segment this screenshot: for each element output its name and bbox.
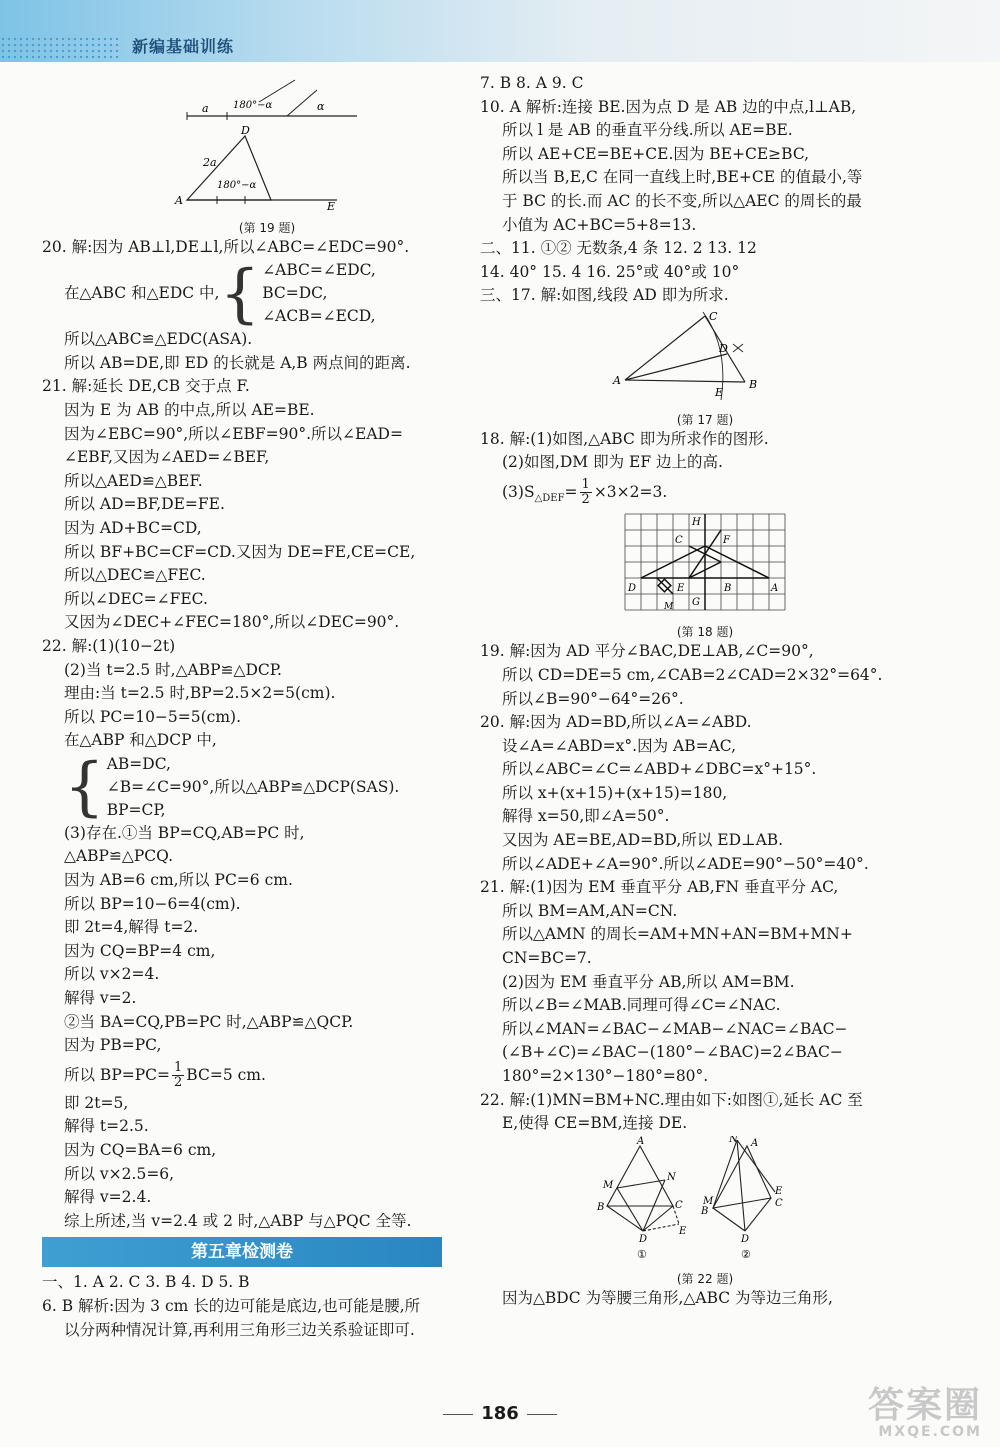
page-number-text: 186: [481, 1403, 519, 1424]
q21-line-5: 所以△AED≌△BEF.: [64, 471, 203, 490]
q22-brace-lines: [107, 753, 400, 822]
q21-line-11: 又因为∠DEC+∠FEC=180°,所以∠DEC=90°.: [64, 613, 400, 632]
fig19-label-a: a: [202, 102, 209, 115]
right-top-line-2: 10. A 解析:连接 BE.因为点 D 是 AB 边的中点,l⊥AB,: [480, 97, 857, 116]
q22-fraction: [172, 1061, 184, 1090]
right-mid-line-11: 21. 解:(1)因为 EM 垂直平分 AB,FN 垂直平分 AC,: [480, 878, 839, 897]
q18-line-1: 18. 解:(1)如图,△ABC 即为所求作的图形.: [480, 429, 769, 448]
q18-frac-sub: △DEF: [534, 492, 565, 504]
right-mid-line-10: 所以∠ADE+∠A=90°.所以∠ADE=90°−50°=40°.: [502, 854, 869, 873]
q22-line-4: 所以 PC=10−5=5(cm).: [64, 707, 242, 726]
fig22-2-label-M: M: [703, 1195, 714, 1207]
q22-line-1: 22. 解:(1)(10−2t): [42, 636, 176, 655]
fig19-label-angle-top: 180°−α: [233, 100, 273, 111]
q22-fraction-line: [42, 1058, 492, 1092]
figure-19-diagram: [167, 72, 367, 212]
q18-frac-num: 1: [581, 477, 590, 493]
q18-fraction-line: [480, 475, 930, 509]
fig22-2-label-N: N: [729, 1135, 738, 1145]
page-number-dash-left: [443, 1414, 473, 1415]
fig22-2-label-C: C: [775, 1197, 783, 1209]
q22-line-6: (3)存在.①当 BP=CQ,AB=PC 时,: [64, 823, 305, 842]
fig19-label-A: A: [175, 194, 183, 207]
q20-brace-line-2: BC=DC,: [262, 284, 328, 303]
q22-brace: {: [64, 750, 105, 825]
fig18-label-D: D: [628, 582, 637, 594]
fig22-1-label-E: E: [679, 1225, 687, 1237]
fig22-1-label-D: D: [639, 1233, 648, 1245]
fig18-label-E: E: [677, 582, 685, 594]
fig18-label-F: F: [723, 534, 730, 546]
q18-frac-pre: (3)S: [502, 482, 535, 501]
q21-line-7: 因为 AD+BC=CD,: [64, 518, 202, 537]
right-mid-line-7: 所以 x+(x+15)+(x+15)=180,: [502, 783, 728, 802]
right-mid-line-21: E,使得 CE=BM,连接 DE.: [502, 1114, 688, 1133]
figure-17-caption: (第 17 题): [676, 412, 734, 427]
right-mid-line-19: 180°=2×130°−180°=80°.: [502, 1067, 709, 1085]
fig22-1-label-B: B: [597, 1201, 605, 1213]
q18-frac-den: 2: [581, 492, 590, 508]
right-top-line-6: 于 BC 的长.而 AC 的长不变,所以△AEC 的周长的最: [502, 191, 862, 210]
q20-line-3: 所以△ABC≌△EDC(ASA).: [64, 330, 253, 349]
right-mid-line-13: 所以△AMN 的周长=AM+MN+AN=BM+MN+: [502, 925, 853, 944]
q22-line-13: 解得 v=2.: [64, 989, 137, 1008]
fig22-2-label-E: E: [775, 1185, 783, 1197]
right-mid-line-6: 所以∠ABC=∠C=∠ABD+∠DBC=x°+15°.: [502, 760, 817, 779]
q22-line-20: 解得 v=2.4.: [64, 1188, 152, 1207]
q22-brace-line-1: AB=DC,: [106, 754, 171, 773]
q22-brace-line-3: BP=CP,: [106, 800, 166, 819]
right-last-line: 因为△BDC 为等腰三角形,△ABC 为等边三角形,: [502, 1289, 833, 1308]
answers-1-5: 一、1. A 2. C 3. B 4. D 5. B: [42, 1273, 250, 1292]
q22-line-15: 因为 PB=PC,: [64, 1036, 162, 1055]
right-mid-line-1: 19. 解:因为 AD 平分∠BAC,DE⊥AB,∠C=90°,: [480, 642, 814, 661]
fig22-1-label-M: M: [603, 1179, 614, 1191]
q22-line-18: 因为 CQ=BA=6 cm,: [64, 1141, 217, 1159]
right-mid-line-3: 所以∠B=90°−64°=26°.: [502, 689, 684, 708]
fig19-label-angle-bottom: 180°−α: [217, 180, 257, 191]
right-mid-line-5: 设∠A=∠ABD=x°.因为 AB=AC,: [502, 736, 736, 755]
q21-line-1: 21. 解:延长 DE,CB 交于点 F.: [42, 377, 250, 396]
header-dot-pattern: [0, 36, 120, 60]
right-top-line-7: 小值为 AC+BC=5+8=13.: [502, 215, 697, 234]
fig22-sub-1: ①: [637, 1247, 647, 1261]
answer-6-line-2: 以分两种情况计算,再利用三角形三边关系验证即可.: [64, 1320, 415, 1339]
fig17-label-D: D: [719, 341, 728, 355]
fig17-label-A: A: [613, 373, 621, 387]
q22-frac-den: 2: [174, 1075, 183, 1091]
q20-line-4: 所以 AB=DE,即 ED 的长就是 A,B 两点间的距离.: [64, 353, 411, 372]
q21-line-6: 所以 AD=BF,DE=FE.: [64, 495, 225, 514]
q21-line-2: 因为 E 为 AB 的中点,所以 AE=BE.: [64, 400, 315, 419]
q22-brace-line-2: ∠B=∠C=90°,所以△ABP≌△DCP(SAS).: [106, 777, 400, 796]
figure-17-diagram: [605, 308, 805, 404]
q22-line-3: 理由:当 t=2.5 时,BP=2.5×2=5(cm).: [64, 684, 336, 703]
q22-line-8: 因为 AB=6 cm,所以 PC=6 cm.: [64, 871, 293, 890]
q22-line-16: 即 2t=5,: [64, 1093, 129, 1112]
right-top-line-5: 所以当 B,E,C 在同一直线上时,BE+CE 的值最小,等: [502, 168, 863, 187]
watermark-big: 答案圈: [867, 1385, 982, 1426]
q22-brace-group: [42, 750, 492, 825]
right-mid-line-15: (2)因为 EM 垂直平分 AB,所以 AM=BM.: [502, 972, 795, 991]
right-mid-line-12: 所以 BM=AM,AN=CN.: [502, 901, 678, 920]
figure-18-caption: (第 18 题): [676, 625, 734, 640]
watermark-small: MXQE.COM: [878, 1424, 982, 1440]
fig22-sub-2: ②: [741, 1247, 751, 1261]
fig18-label-A: A: [771, 582, 779, 594]
page-number-dash-right: [527, 1414, 557, 1415]
fig22-1-label-A: A: [637, 1135, 645, 1147]
fig18-label-M: M: [664, 601, 674, 612]
q22-line-12: 所以 v×2=4.: [64, 965, 160, 984]
q22-line-11: 因为 CQ=BP=4 cm,: [64, 941, 216, 960]
fig18-label-B: B: [724, 582, 732, 594]
q22-line-21: 综上所述,当 v=2.4 或 2 时,△ABP 与△PQC 全等.: [64, 1211, 412, 1230]
fig19-label-E: E: [327, 200, 336, 212]
q22-line-5: 在△ABP 和△DCP 中,: [64, 731, 217, 750]
figure-22-diagram: [595, 1136, 815, 1264]
right-mid-line-17: 所以∠MAN=∠BAC−∠MAB−∠NAC=∠BAC−: [502, 1019, 848, 1038]
right-top-line-9: 14. 40° 15. 4 16. 25°或 40°或 10°: [480, 262, 740, 281]
right-mid-line-20: 22. 解:(1)MN=BM+NC.理由如下:如图①,延长 AC 至: [480, 1090, 863, 1109]
fig22-2-label-A: A: [751, 1137, 759, 1149]
right-mid-line-9: 又因为 AE=BE,AD=BD,所以 ED⊥AB.: [502, 831, 784, 850]
q22-line-2: (2)当 t=2.5 时,△ABP≌△DCP.: [64, 660, 282, 679]
q22-line-10: 即 2t=4,解得 t=2.: [64, 918, 199, 937]
right-top-line-8: 二、11. ①② 无数条,4 条 12. 2 13. 12: [480, 239, 757, 258]
right-column: [480, 72, 930, 1311]
fig22-2-label-D: D: [741, 1233, 750, 1245]
q21-line-8: 所以 BF+BC=CF=CD.又因为 DE=FE,CE=CE,: [64, 542, 416, 561]
fig22-2-label-B: B: [701, 1205, 709, 1217]
fig17-label-E: E: [715, 385, 724, 399]
q20-brace-group: [42, 256, 492, 331]
right-top-line-1: 7. B 8. A 9. C: [480, 74, 584, 92]
q20-brace-lines: [262, 259, 376, 328]
fig19-label-D: D: [241, 124, 250, 137]
right-mid-line-2: 所以 CD=DE=5 cm,∠CAB=2∠CAD=2×32°=64°.: [502, 665, 883, 684]
q22-frac-pre: 所以 BP=PC=: [64, 1065, 171, 1084]
header-title: 新编基础训练: [132, 37, 235, 56]
q22-frac-num: 1: [174, 1060, 183, 1076]
figure-18-diagram: [620, 509, 790, 617]
q18-frac-post: ×3×2=3.: [593, 482, 668, 501]
fig18-label-G: G: [692, 596, 700, 608]
left-column: [42, 72, 492, 1342]
figure-22: [480, 1136, 930, 1288]
fig22-1-label-N: N: [667, 1171, 676, 1183]
q22-line-9: 所以 BP=10−6=4(cm).: [64, 894, 241, 913]
q22-frac-post: BC=5 cm.: [186, 1065, 266, 1084]
fig17-label-B: B: [749, 377, 758, 391]
q20-brace-line-1: ∠ABC=∠EDC,: [262, 261, 376, 280]
figure-19-caption: (第 19 题): [238, 220, 296, 235]
answer-6-line-1: 6. B 解析:因为 3 cm 长的边可能是底边,也可能是腰,所: [42, 1296, 421, 1315]
q21-line-9: 所以△DEC≌△FEC.: [64, 566, 206, 585]
figure-17: [480, 308, 930, 428]
figure-22-caption: (第 22 题): [676, 1272, 734, 1287]
right-mid-line-18: (∠B+∠C)=∠BAC−(180°−∠BAC)=2∠BAC−: [502, 1043, 843, 1062]
q21-line-3: 因为∠EBC=90°,所以∠EBF=90°.所以∠EAD=: [64, 424, 403, 443]
q20-line-2: 在△ABC 和△EDC 中,: [64, 283, 220, 302]
right-top-line-3: 所以 l 是 AB 的垂直平分线.所以 AE=BE.: [502, 121, 793, 140]
q22-line-17: 解得 t=2.5.: [64, 1117, 149, 1136]
watermark: [752, 1385, 982, 1444]
q18-fraction: [580, 478, 592, 507]
q22-line-7: △ABP≌△PCQ.: [64, 847, 173, 866]
q21-line-10: 所以∠DEC=∠FEC.: [64, 589, 208, 608]
section-title-bar: 第五章检测卷: [42, 1237, 442, 1267]
fig22-1-label-C: C: [675, 1199, 683, 1211]
right-mid-line-14: CN=BC=7.: [502, 949, 592, 968]
q20-line-1: 20. 解:因为 AB⊥l,DE⊥l,所以∠ABC=∠EDC=90°.: [42, 237, 410, 256]
fig18-label-C: C: [675, 534, 683, 546]
q20-brace: {: [219, 256, 261, 331]
q20-brace-line-3: ∠ACB=∠ECD,: [262, 307, 376, 326]
fig19-label-alpha: α: [317, 100, 325, 113]
right-mid-line-4: 20. 解:因为 AD=BD,所以∠A=∠ABD.: [480, 713, 752, 732]
figure-18: [480, 509, 930, 641]
right-top-line-10: 三、17. 解:如图,线段 AD 即为所求.: [480, 286, 729, 305]
fig18-label-H: H: [692, 516, 701, 528]
q22-line-14: ②当 BA=CQ,PB=PC 时,△ABP≌△QCP.: [64, 1012, 354, 1031]
right-mid-line-16: 所以∠B=∠MAB.同理可得∠C=∠NAC.: [502, 996, 781, 1015]
figure-19: [42, 72, 492, 236]
right-mid-line-8: 解得 x=50,即∠A=50°.: [502, 807, 670, 826]
right-top-line-4: 所以 AE+CE=BE+CE.因为 BE+CE≥BC,: [502, 144, 810, 163]
fig19-label-2a: 2a: [203, 156, 217, 169]
q18-line-2: (2)如图,DM 即为 EF 边上的高.: [502, 453, 723, 472]
q18-frac-mid: =: [564, 482, 578, 501]
fig17-label-C: C: [709, 309, 718, 323]
q22-line-19: 所以 v×2.5=6,: [64, 1164, 175, 1183]
q21-line-4: ∠EBF,又因为∠AED=∠BEF,: [64, 448, 270, 467]
